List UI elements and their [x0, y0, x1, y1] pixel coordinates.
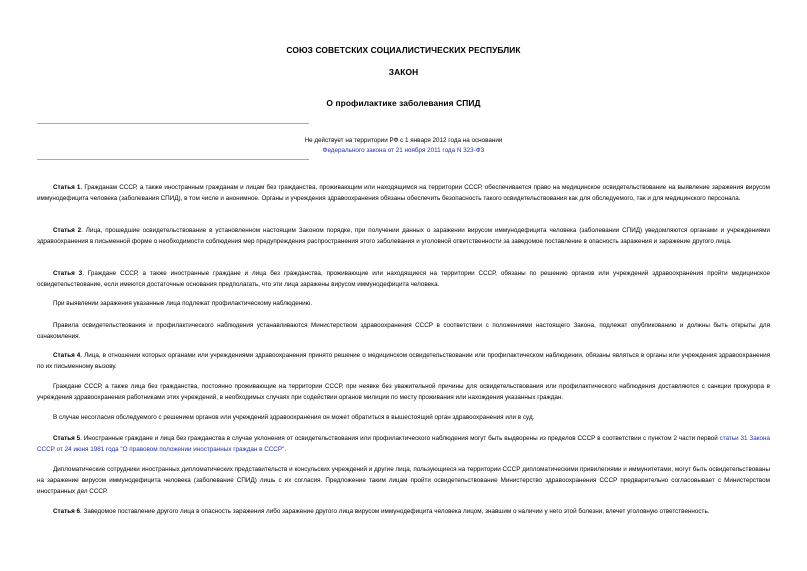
article-5-paragraph-2: [37, 465, 770, 497]
article-3-paragraph: [37, 269, 770, 291]
divider-bottom: [37, 159, 309, 160]
paragraph-tail: .: [284, 445, 287, 453]
article-heading: Статья 5: [53, 435, 81, 442]
paragraph-text: . Иностранные граждане и лица без гражданства в случае уклонения от освидетельствования или профилактического наблюдения могут быть выдворены из пределов СССР в соответствии с пунктом 2 части первой: [80, 435, 720, 442]
paragraph-text: Дипломатические сотрудники иностранных дипломатических представительств и консульских учреждений и другие лица, пользующиеся на территории СССР дипломатическими привилегиями и иммунитетами, могут быть освидетельствованы на заражение вирусом иммунодефицита человека (заболевание СПИД) лишь с их согласия. Предложение таким лицам пройти освидетельствование Министерство здравоохранения СССР предварительно согласовывает с Министерством иностранных дел СССР.: [37, 466, 770, 495]
article-4-paragraph-2: [37, 382, 770, 404]
paragraph-text: В случае несогласия обследуемого с решением органов или учреждений здравоохранения он может обратиться в вышестоящий орган здравоохранения или в суд.: [53, 414, 535, 421]
article-4-paragraph: [37, 351, 770, 373]
article-heading: Статья 1: [53, 184, 81, 191]
article-5-paragraph: [37, 434, 770, 456]
paragraph-text: Правила освидетельствования и профилактического наблюдения устанавливаются Министерством здравоохранения СССР в соответствии с положениями настоящего Закона, подлежат опубликованию и должны быть открыты для ознакомления.: [37, 322, 770, 340]
document-title: О профилактике заболевания СПИД: [326, 98, 481, 108]
paragraph-text: . Гражданам СССР, а также иностранным гражданам и лицам без гражданства, проживающим или находящимся на территории СССР, обеспечивается право на медицинское освидетельствование на выявление заражения вирусом иммунодефицита человека (заболевания СПИД), в том числе и анонимное. Органы и учреждения здравоохранения обязаны обеспечить безопасность такого освидетельствования как для обследуемого, так и для медицинского персонала.: [37, 184, 771, 202]
document-country-heading: СОЮЗ СОВЕТСКИХ СОЦИАЛИСТИЧЕСКИХ РЕСПУБЛИК: [286, 45, 521, 55]
article-2-paragraph: [37, 226, 770, 248]
article-heading: Статья 2: [53, 227, 82, 234]
law-reference-link[interactable]: статьи 31 Закона СССР от 24 июня 1981 года "О правовом положении иностранных граждан в СССР": [37, 435, 770, 453]
article-heading: Статья 3: [53, 270, 83, 277]
article-heading: Статья 4: [53, 352, 81, 359]
article-1-paragraph: [37, 183, 770, 205]
article-6-paragraph: [37, 507, 770, 518]
paragraph-text: Граждане СССР, а также лица без гражданства, постоянно проживающие на территории СССР, при неявке без уважительной причины для освидетельствования или профилактического наблюдения доставляются с санкции прокурора в учреждения здравоохранения работниками этих учреждений, в необходимых случаях при содействии органов милиции по месту проживания или нахождения указанных граждан.: [37, 383, 770, 401]
article-4-paragraph-3: [37, 413, 770, 424]
status-note-link[interactable]: Федерального закона от 21 ноября 2011 года N 323-ФЗ: [322, 147, 485, 154]
paragraph-text: . Лица, прошедшие освидетельствование в установленном настоящим Законом порядке, при получении данных о заражении вирусом иммунодефицита человека (заболевании СПИД) уведомляются органами и учреждениями здравоохранения в письменной форме о необходимости соблюдения мер предупреждения распространения этого заболевания и уголовной ответственности за заведомое поставление в опасность заражения и заражение другого лица.: [37, 227, 770, 245]
paragraph-text: При выявлении заражения указанные лица подлежат профилактическому наблюдению.: [53, 300, 313, 307]
paragraph-text: . Заведомое поставление другого лица в опасность заражения либо заражение другого лица вирусом иммунодефицита человека лицом, знавшим о наличии у него этой болезни, влечет уголовную ответственность.: [80, 508, 710, 515]
article-heading: Статья 6: [53, 508, 81, 515]
article-3-paragraph-3: [37, 321, 770, 343]
divider-top: [37, 123, 309, 124]
paragraph-text: . Граждане СССР, а также иностранные граждане и лица без гражданства, проживающие или находящиеся на территории СССР, обязаны по решению органов или учреждений здравоохранения пройти медицинское освидетельствование, если имеются достаточные основания предполагать, что эти лица заражены вирусом иммунодефицита человека.: [37, 270, 771, 288]
document-kind-heading: ЗАКОН: [388, 67, 419, 77]
article-3-paragraph-2: [37, 299, 770, 310]
paragraph-text: . Лица, в отношении которых органами или учреждениями здравоохранения принято решение о медицинском освидетельствовании или профилактическом наблюдении, обязаны являться в органы или учреждения здравоохранения по их письменному вызову.: [37, 352, 771, 370]
status-note-text: Не действует на территории РФ с 1 января 2012 года на основании: [304, 137, 503, 144]
